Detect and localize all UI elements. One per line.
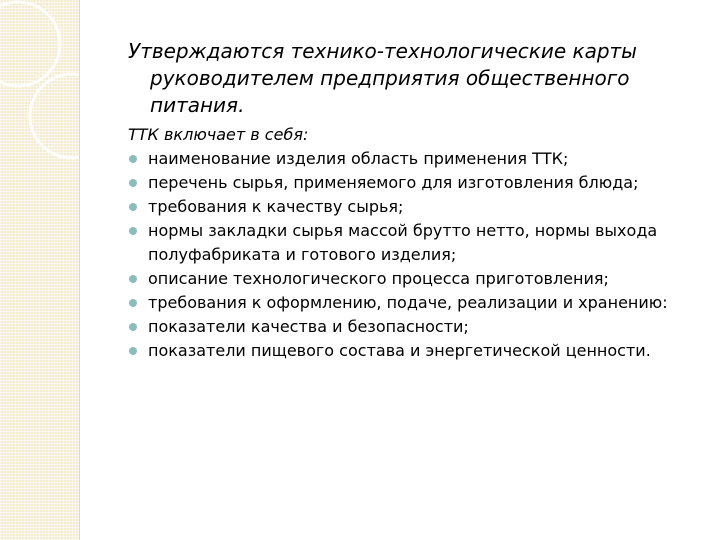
list-item xyxy=(128,267,688,291)
decorative-sidebar xyxy=(0,0,80,540)
list-item xyxy=(128,291,688,315)
list-item xyxy=(128,171,688,195)
bullet-icon xyxy=(129,179,137,187)
list-item-text: требования к качеству сырья; xyxy=(148,197,404,216)
list-item-text: описание технологического процесса приготовления; xyxy=(148,269,609,288)
list-item xyxy=(128,195,688,219)
bullet-icon xyxy=(129,299,137,307)
list-item-text: показатели пищевого состава и энергетической ценности. xyxy=(148,341,651,360)
list-item xyxy=(128,339,688,363)
list-item-text: перечень сырья, применяемого для изготовления блюда; xyxy=(148,173,639,192)
list-item-text: требования к оформлению, подаче, реализации и хранению: xyxy=(148,293,668,312)
list-item xyxy=(128,147,688,171)
bullet-list xyxy=(128,147,688,363)
list-item-text: наименование изделия область применения ТТК; xyxy=(148,149,569,168)
bullet-icon xyxy=(129,275,137,283)
slide-content xyxy=(128,38,688,363)
bullet-icon xyxy=(129,323,137,331)
slide-title: Утверждаются технико-технологические карты руководителем предприятия общественного питания. xyxy=(128,39,637,117)
list-item-text: нормы закладки сырья массой брутто нетто, нормы выхода полуфабриката и готового изделия; xyxy=(148,221,658,264)
list-item xyxy=(128,315,688,339)
intro-text: ТТК включает в себя: xyxy=(128,125,309,144)
bullet-icon xyxy=(129,227,137,235)
bullet-icon xyxy=(129,203,137,211)
bullet-icon xyxy=(129,347,137,355)
list-item xyxy=(128,219,688,267)
bullet-icon xyxy=(129,155,137,163)
list-item-text: показатели качества и безопасности; xyxy=(148,317,469,336)
decorative-circles xyxy=(0,0,79,540)
